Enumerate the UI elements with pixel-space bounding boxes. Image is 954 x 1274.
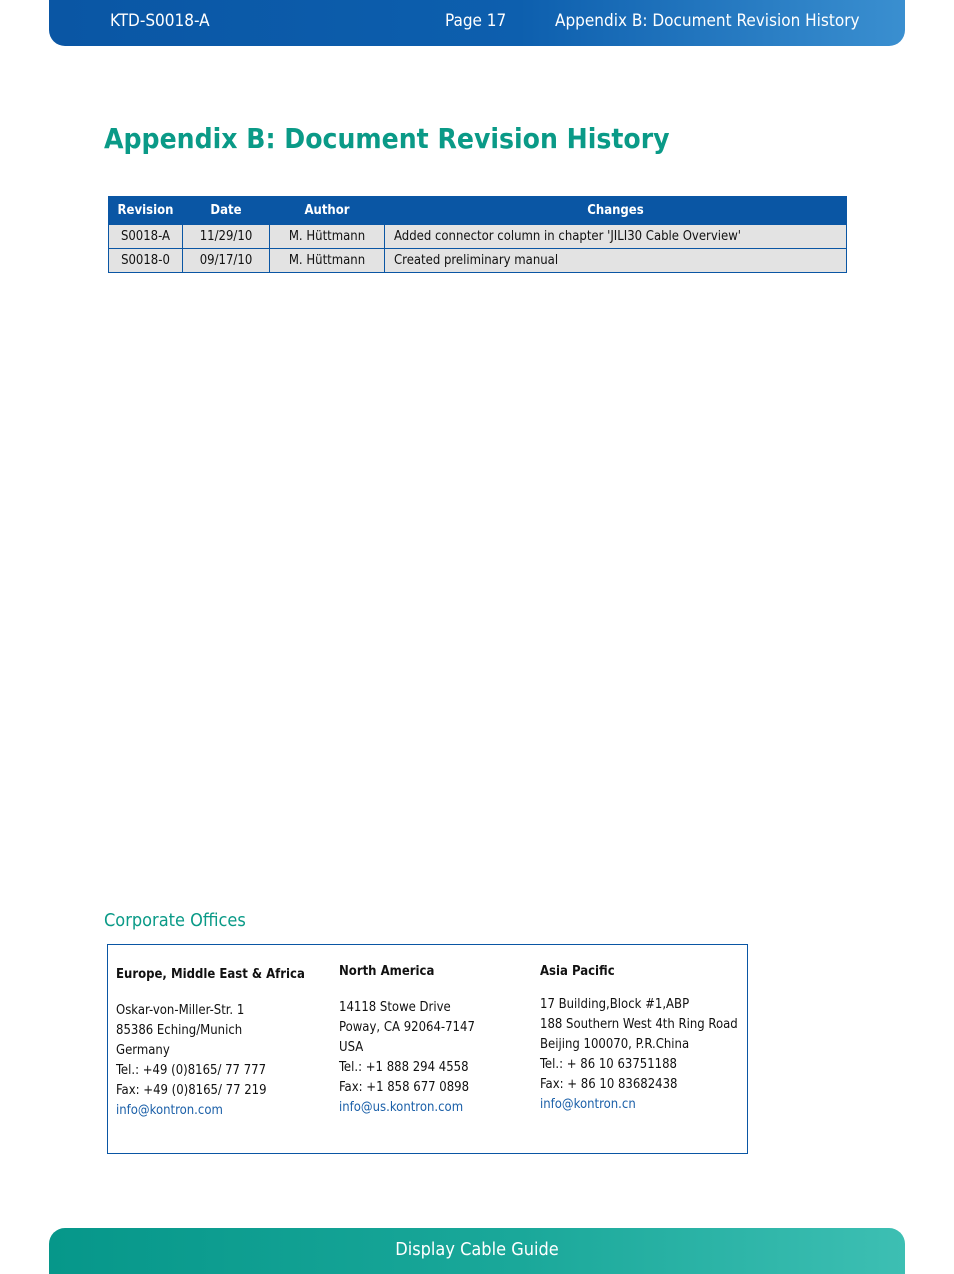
address-line: Germany (116, 1043, 170, 1058)
date-cell: 09/17/10 (183, 249, 270, 273)
address-line: 85386 Eching/Munich (116, 1023, 243, 1038)
table-row (109, 225, 847, 249)
address-line: USA (339, 1040, 364, 1055)
table-row (109, 249, 847, 273)
office-name: Europe, Middle East & Africa (116, 967, 305, 982)
phone-line: Tel.: +49 (0)8165/ 77 777 (116, 1063, 267, 1078)
header-section-title: Appendix B: Document Revision History (555, 11, 860, 31)
address-line: 188 Southern West 4th Ring Road (540, 1017, 738, 1032)
email-link[interactable]: info@us.kontron.com (339, 1100, 464, 1115)
author-cell: M. Hüttmann (270, 249, 385, 273)
office-north-america (339, 962, 475, 1118)
footer-title: Display Cable Guide (395, 1239, 559, 1260)
fax-line: Fax: +49 (0)8165/ 77 219 (116, 1083, 267, 1098)
office-emea (116, 965, 305, 1121)
revision-history-table (108, 196, 847, 273)
column-header-changes: Changes (385, 197, 847, 225)
email-link[interactable]: info@kontron.cn (540, 1097, 636, 1112)
changes-cell: Created preliminary manual (385, 249, 847, 273)
header-document-id: KTD-S0018-A (110, 11, 210, 31)
author-cell: M. Hüttmann (270, 225, 385, 249)
page-footer (49, 1228, 905, 1274)
phone-line: Tel.: +1 888 294 4558 (339, 1060, 469, 1075)
email-link[interactable]: info@kontron.com (116, 1103, 223, 1118)
changes-cell: Added connector column in chapter 'JILI30 Cable Overview' (385, 225, 847, 249)
page-title: Appendix B: Document Revision History (104, 122, 670, 155)
phone-line: Tel.: + 86 10 63751188 (540, 1057, 677, 1072)
revision-cell: S0018-A (109, 225, 183, 249)
office-name: North America (339, 964, 435, 979)
revision-cell: S0018-0 (109, 249, 183, 273)
address-line: Beijing 100070, P.R.China (540, 1037, 690, 1052)
corporate-offices-heading: Corporate Offices (104, 910, 246, 931)
address-line: Poway, CA 92064-7147 (339, 1020, 475, 1035)
address-line: 14118 Stowe Drive (339, 1000, 451, 1015)
corporate-offices-box (107, 944, 748, 1154)
address-line: 17 Building,Block #1,ABP (540, 997, 690, 1012)
date-cell: 11/29/10 (183, 225, 270, 249)
page-header (49, 0, 905, 46)
column-header-revision: Revision (109, 197, 183, 225)
fax-line: Fax: +1 858 677 0898 (339, 1080, 470, 1095)
office-asia-pacific (540, 962, 738, 1115)
office-name: Asia Pacific (540, 964, 615, 979)
fax-line: Fax: + 86 10 83682438 (540, 1077, 678, 1092)
table-header-row (109, 197, 847, 225)
column-header-author: Author (270, 197, 385, 225)
address-line: Oskar-von-Miller-Str. 1 (116, 1003, 245, 1018)
column-header-date: Date (183, 197, 270, 225)
header-page-number: Page 17 (445, 11, 507, 31)
